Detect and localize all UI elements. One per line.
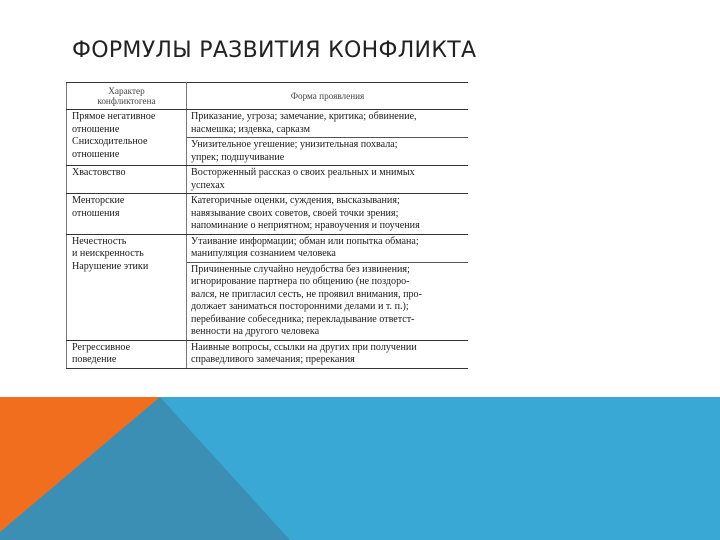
cell-form bbox=[187, 110, 469, 166]
cell-line: Нечестность bbox=[72, 235, 127, 247]
cell-line: упрек; подшучивание bbox=[191, 151, 285, 163]
cell-line: Хвастовство bbox=[72, 167, 126, 178]
header-form: Форма проявления bbox=[187, 83, 469, 110]
cell-form bbox=[187, 234, 469, 340]
cell-line: Приказание, угроза; замечание, критика; обвинение, bbox=[191, 111, 417, 122]
cell-line: Нарушение этики bbox=[72, 260, 149, 272]
cell-subblock bbox=[187, 137, 468, 164]
cell-line: и неискренность bbox=[72, 248, 144, 259]
cell-line: Восторженный рассказ о своих реальных и мнимых bbox=[191, 167, 415, 178]
cell-line: отношения bbox=[72, 207, 120, 219]
cell-subblock bbox=[191, 111, 465, 136]
header-character bbox=[67, 83, 187, 110]
forms-table bbox=[66, 82, 468, 369]
table-row bbox=[67, 110, 469, 166]
cell-line: Менторские bbox=[72, 195, 125, 206]
cell-line: Наивные вопросы, ссылки на других при получении bbox=[191, 341, 417, 353]
cell-line: манипуляция сознанием человека bbox=[191, 248, 336, 259]
conflict-forms-table bbox=[66, 82, 468, 382]
cell-line: должает заниматься посторонними делами и т. п.); bbox=[191, 301, 409, 312]
cell-character bbox=[67, 110, 187, 166]
cell-form bbox=[187, 166, 469, 194]
cell-line: навязывание своих советов, своей точки зрения; bbox=[191, 207, 399, 219]
cell-line: игнорирование партнера по общению (не поздоро- bbox=[191, 276, 410, 287]
cell-form bbox=[187, 194, 469, 235]
cell-line: справедливого замечания; пререкания bbox=[191, 354, 355, 365]
cell-line: Прямое негативное bbox=[72, 111, 156, 122]
cell-line: успехах bbox=[191, 179, 225, 191]
cell-line: Утаивание информации; обман или попытка обмана; bbox=[191, 235, 419, 247]
cell-line: вался, не пригласил сесть, не проявил внимания, про- bbox=[191, 288, 422, 300]
cell-character bbox=[67, 166, 187, 194]
cell-line: Категоричные оценки, суждения, высказывания; bbox=[191, 195, 400, 206]
cell-subblock bbox=[191, 236, 465, 261]
table-row bbox=[67, 234, 469, 340]
table-row bbox=[67, 340, 469, 368]
cell-line: Регрессивное bbox=[72, 341, 131, 353]
cell-line: напоминание о неприятном; нравоучения и поучения bbox=[191, 220, 420, 231]
header-character-line: Характер bbox=[108, 86, 145, 96]
cell-line: Причиненные случайно неудобства без извинения; bbox=[191, 263, 410, 275]
cell-character bbox=[67, 194, 187, 235]
cell-form bbox=[187, 340, 469, 368]
cell-line: Унизительное угешение; унизительная похвала; bbox=[191, 139, 398, 150]
cell-line: насмешка; издевка, сарказм bbox=[191, 123, 311, 135]
slide-title: ФОРМУЛЫ РАЗВИТИЯ КОНФЛИКТА bbox=[72, 38, 477, 63]
cell-subblock bbox=[187, 262, 468, 339]
cell-line: отношение bbox=[72, 148, 120, 160]
cell-line: Снисходительное bbox=[72, 136, 148, 147]
table-header-row bbox=[67, 83, 469, 110]
cell-line: перебивание собеседника; перекладывание ответст- bbox=[191, 313, 415, 325]
header-character-line: конфликтогена bbox=[97, 96, 156, 106]
cell-character bbox=[67, 340, 187, 368]
cell-line: поведение bbox=[72, 354, 117, 365]
cell-line: отношение bbox=[72, 123, 120, 135]
cell-line: венности на другого человека bbox=[191, 326, 320, 337]
decorative-bottom-band bbox=[0, 397, 720, 540]
cell-character bbox=[67, 234, 187, 340]
table-row bbox=[67, 166, 469, 194]
table-row bbox=[67, 194, 469, 235]
